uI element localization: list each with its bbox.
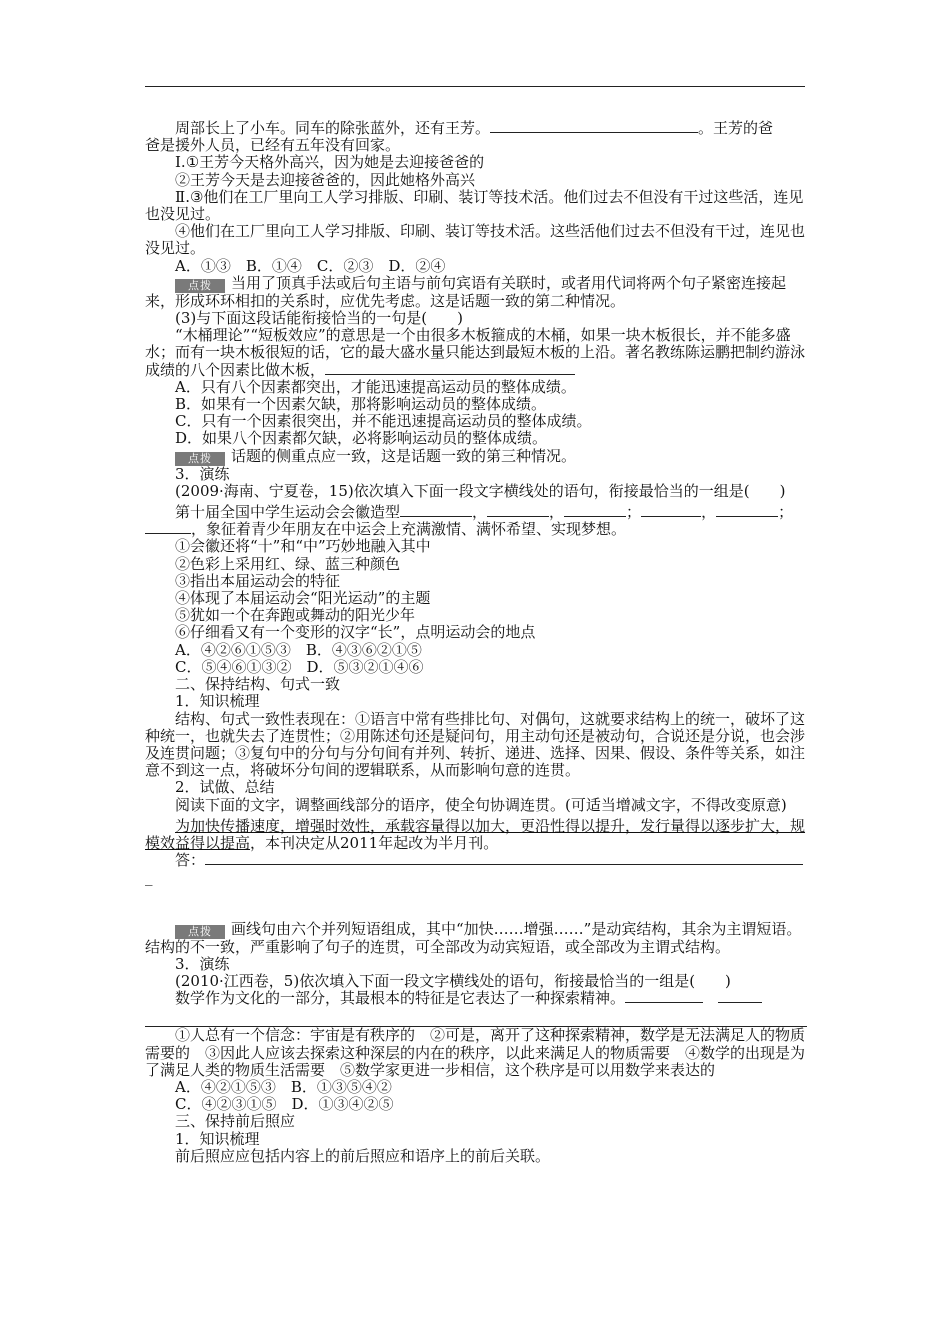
tip-badge: 点拨 [175,452,225,466]
tip-text: 话题的侧重点应一致，这是话题一致的第三种情况。 [231,446,577,465]
option: ⑤犹如一个在奔跑或舞动的阳光少年 [175,606,416,625]
answer-blank[interactable] [718,990,762,1003]
option: ①会徽还将“十”和“中”巧妙地融入其中 [175,537,431,556]
answer-blank[interactable] [564,504,626,517]
paragraph [145,818,807,852]
subsection-heading: 1．知识梳理 [175,1129,260,1148]
paragraph: 阅读下面的文字，调整画线部分的语序，使全句协调连贯。(可适当增减文字，不得改变原意) [175,795,787,814]
option: ⑥仔细看又有一个变形的汉字“长”，点明运动会的地点 [175,623,536,642]
question-title: (2009·海南、宁夏卷，15)依次填入下面一段文字横线处的语句，衔接最恰当的一组是( ) [175,481,786,500]
text: 周部长上了小车。同车的除张蓝外，还有王芳。 [175,119,491,137]
subsection-heading: 1．知识梳理 [175,692,260,711]
options-paragraph: ①人总有一个信念：宇宙是有秩序的 ②可是，离开了这种探索精神，数学是无法满足人的物质需要的 ③因此人应该去探索这种深层的内在的秩序，以此来满足人的物质需要 ④数学的出现是为了满足人类的物质生活需要 ⑤数学家更进一步相信，这个秩序是可以用数学来表达的 [145,1026,806,1079]
answer-blank[interactable] [625,990,703,1003]
section-heading: 3．演练 [175,464,230,483]
answer-label: 答： [175,851,206,870]
answer-line-end: _ [145,868,153,887]
text: 。王芳的爸 [698,119,774,137]
option: ③指出本届运动会的特征 [175,571,341,590]
tip-badge: 点拨 [175,279,225,293]
option: Ⅰ.①王芳今天格外高兴，因为她是去迎接爸爸的 [175,153,485,172]
underlined-text: 为加快传播速度，增强时效性，承载容量得以加大，更沿性得以提升，发行量得以逐步扩大，规模效益得以提高 [145,816,806,852]
option: A．只有八个因素都突出，才能迅速提高运动员的整体成绩。 [175,377,576,396]
answer-blank[interactable] [400,504,472,517]
text: 第十届全国中学生运动会会徽造型 [175,503,401,522]
spacer [145,887,807,921]
answer-blank[interactable] [641,504,701,517]
option: ④他们在工厂里向工人学习排版、印刷、装订等技术活。这些活他们过去不但没有干过，连见也没见过。 [145,222,806,258]
option: D．如果八个因素都欠缺，必将影响运动员的整体成绩。 [175,429,548,448]
choices: A．④②⑥①⑤③ B．④③⑥②①⑤ [175,640,422,659]
document-body [145,120,807,1165]
tip-paragraph [145,921,807,956]
choices: C．⑤④⑥①③② D．⑤③②①④⑥ [175,657,424,676]
tip-paragraph [145,448,807,466]
option: Ⅱ.③他们在工厂里向工人学习排版、印刷、装订等技术活。他们过去不但没有干过这些活，连见也没见过。 [145,187,804,224]
paragraph [145,990,807,1007]
option: ②王芳今天是去迎接爸爸的，因此她格外高兴 [175,170,476,189]
tip-text: 画线句由六个并列短语组成，其中“加快……增强……”是动宾结构，其余为主谓短语。结构的不一致，严重影响了句子的连贯，可全部改为动宾短语，或全部改为主谓式结构。 [145,919,802,956]
section-heading: 3．演练 [175,954,230,973]
paragraph: 第十届全国中学生运动会会徽造型 ， ， ； ， ；，象征着青少年朋友在中运会上充满激情、满怀希望、实现梦想。 [145,504,807,538]
choices: A．④②①⑤③ B．①③⑤④② [175,1077,392,1096]
paragraph: 前后照应应包括内容上的前后照应和语序上的前后关联。 [175,1146,551,1165]
answer-line-full[interactable] [145,1009,807,1027]
tip-badge: 点拨 [175,925,225,939]
answer-line [145,852,807,869]
answer-blank[interactable] [325,362,575,375]
choices: A．①③ B．①④ C．②③ D．②④ [175,256,446,275]
option: ②色彩上采用红、绿、蓝三种颜色 [175,554,401,573]
answer-blank[interactable] [487,504,549,517]
option: B．如果有一个因素欠缺，那将影响运动员的整体成绩。 [175,395,547,414]
paragraph [145,327,807,379]
answer-blank[interactable] [145,521,191,534]
option: ④体现了本届运动会“阳光运动”的主题 [175,589,431,608]
paragraph: 结构、句式一致性表现在：①语言中常有些排比句、对偶句，这就要求结构上的统一，破坏了这种统一，也就失去了连贯性；②用陈述句还是疑问句，用主动句还是被动句，合说还是分说，也会涉及连贯问题；③复句中的分句与分句间有并列、转折、递进、选择、因果、假设、条件等关系，如注意不到这一点，将破坏分句间的逻辑联系，从而影响句意的连贯。 [145,709,806,780]
answer-blank[interactable] [716,504,778,517]
choices: C．④②③①⑤ D．①③④②⑤ [175,1095,394,1114]
tip-text: 当用了顶真手法或后句主语与前句宾语有关联时，或者用代词将两个句子紧密连接起来，形成环环相扣的关系时，应优先考虑。这是话题一致的第二种情况。 [145,273,787,310]
paragraph [145,120,807,137]
question-title: (3)与下面这段话能衔接恰当的一句是( ) [175,309,463,328]
header-rule [145,86,805,87]
text: ，本刊决定从2011年起改为半月刊。 [250,833,499,852]
section-heading: 二、保持结构、句式一致 [175,675,341,694]
answer-blank[interactable] [490,120,698,133]
paragraph: 爸是援外人员，已经有五年没有回家。 [145,136,401,155]
question-title: (2010·江西卷，5)依次填入下面一段文字横线处的语句，衔接最恰当的一组是( ) [175,971,731,990]
subsection-heading: 2．试做、总结 [175,778,275,797]
tip-paragraph [145,275,807,310]
text: “木桶理论”“短板效应”的意思是一个由很多木板箍成的木桶，如果一块木板很长，并不能多盛水；而有一块木板很短的话，它的最大盛水量只能达到最短木板的上沿。著名教练陈运鹏把制约游泳成绩的八个因素比做木板， [145,326,806,379]
text: 数学作为文化的一部分，其最根本的特征是它表达了一种探索精神。 [175,989,626,1008]
answer-blank[interactable] [205,852,803,865]
section-heading: 三、保持前后照应 [175,1112,296,1131]
text: ，象征着青少年朋友在中运会上充满激情、满怀希望、实现梦想。 [191,520,627,539]
option: C．只有一个因素很突出，并不能迅速提高运动员的整体成绩。 [175,412,592,431]
